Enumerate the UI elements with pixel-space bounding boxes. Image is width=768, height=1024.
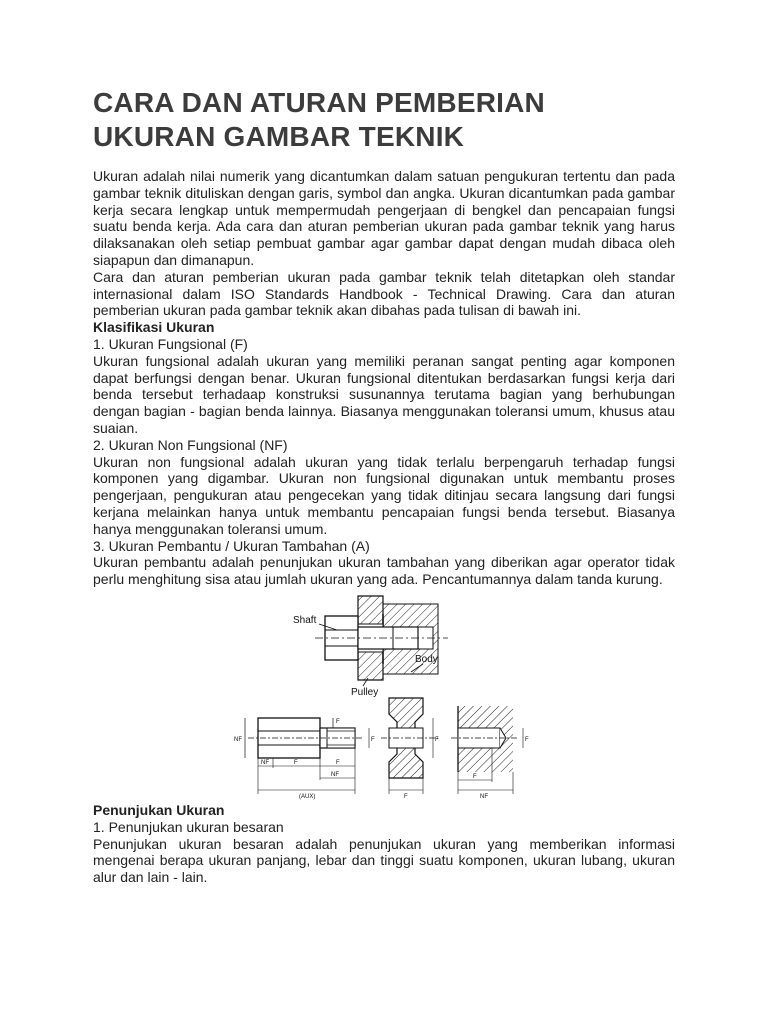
item-title-non-fungsional: 2. Ukuran Non Fungsional (NF) (93, 436, 288, 453)
section-heading-penunjukan: Penunjukan Ukuran (93, 801, 225, 818)
label-f-top: F (336, 718, 340, 725)
item-text-besaran: Penunjukan ukuran besaran adalah penunjukan ukuran yang memberikan informasi mengenai berapa ukuran panjang, lebar dan tinggi suatu komponen, ukuran lubang, ukuran alur dan lain - lain. (93, 835, 675, 886)
label-body: Body (415, 653, 438, 665)
section-heading-klasifikasi: Klasifikasi Ukuran (93, 319, 215, 336)
item-text-fungsional: Ukuran fungsional adalah ukuran yang memiliki peranan sangat penting agar komponen dapat berfungsi dengan benar. Ukuran fungsional ditentukan berdasarkan fungsi kerja dari benda tersebut terhadaap konstruksi susunannya terutama bagian yang berhubungan dengan bagian - bagian benda lainnya. Biasanya menggunakan toleransi umum, khusus atau suaian. (93, 352, 675, 436)
dimension-figure (93, 594, 675, 802)
item-text-pembantu: Ukuran pembantu adalah penunjukan ukuran tambahan yang diberikan agar operator tidak perlu menghitung sisa atau jumlah ukuran yang ada. Pencantumannya dalam tanda kurung. (93, 554, 675, 588)
page-title: CARA DAN ATURAN PEMBERIAN UKURAN GAMBAR TEKNIK (93, 87, 545, 152)
document-page (93, 86, 675, 886)
label-nf-2: NF (331, 771, 339, 778)
item-title-pembantu: 3. Ukuran Pembantu / Ukuran Tambahan (A) (93, 537, 370, 554)
label-nf-height: NF (234, 736, 242, 743)
shaft-dimension-drawing (234, 718, 363, 800)
item-text-non-fungsional: Ukuran non fungsional adalah ukuran yang tidak terlalu berpengaruh terhadap fungsi komponen yang digambar. Ukuran non fungsional digunakan untuk membantu proses pengerjaan, pengukuran atau pengecekan yang tidak ditinjau secara langsung dari fungsi kerjana melainkan hanya untuk membantu pencapaian fungsi benda tersebut. Biasanya hanya menggunakan toleransi umum. (93, 453, 675, 537)
body-dimension-drawing (451, 706, 529, 800)
label-f-body-right: F (525, 736, 529, 743)
intro-paragraph-2: Cara dan aturan pemberian ukuran pada gambar teknik telah ditetapkan oleh standar internasional dalam ISO Standards Handbook - Technical Drawing. Cara dan aturan pemberian ukuran pada gambar teknik akan dibahas pada tulisan di bawah ini. (93, 268, 675, 319)
label-f-pulley-right: F (435, 736, 439, 743)
assembly-drawing (293, 596, 448, 698)
label-f-1: F (294, 759, 298, 766)
dimension-diagram (93, 594, 675, 802)
label-f-pulley-left: F (371, 736, 375, 743)
intro-paragraph-1: Ukuran adalah nilai numerik yang dicantumkan dalam satuan pengukuran tertentu dan pada gambar teknik dituliskan dengan garis, symbol dan angka. Ukuran dicantumkan pada gambar kerja secara lengkap untuk mempermudah pengerjaan di bengkel dan pencapaian fungsi suatu benda kerja. Ada cara dan aturan pemberian ukuran pada gambar teknik yang harus dilaksanakan oleh setiap pembuat gambar agar gambar dapat dengan mudah dibaca oleh siapapun dan dimanapun. (93, 168, 675, 268)
label-nf-1: NF (261, 759, 269, 766)
label-aux: (AUX) (299, 793, 316, 800)
label-nf-body: NF (480, 793, 488, 800)
label-pulley: Pulley (351, 686, 379, 698)
article-body (93, 168, 675, 886)
item-title-fungsional: 1. Ukuran Fungsional (F) (93, 335, 248, 352)
pulley-dimension-drawing (369, 698, 439, 800)
item-title-besaran: 1. Penunjukan ukuran besaran (93, 818, 284, 835)
label-f-body: F (473, 773, 477, 780)
label-f-pulley-bottom: F (404, 793, 408, 800)
label-f-2: F (336, 759, 340, 766)
label-shaft: Shaft (293, 614, 317, 626)
